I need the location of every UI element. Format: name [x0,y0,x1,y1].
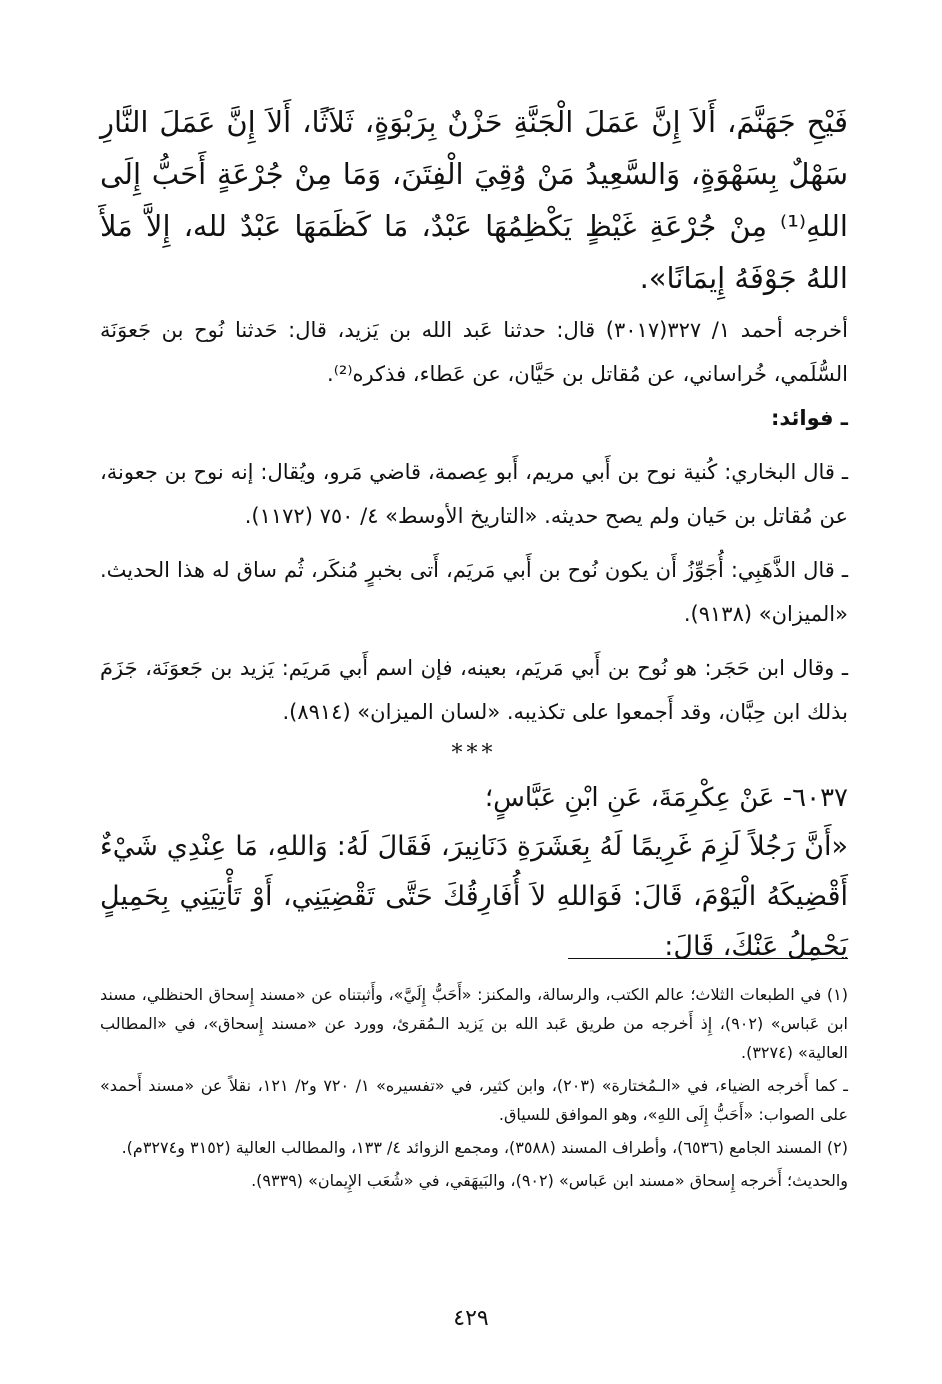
fawaid-heading: ـ فوائد: [770,406,848,430]
separator-stars: *** [451,741,497,766]
footnotes [100,980,848,1199]
note-bukhari: ـ قال البخاري: كُنية نوح بن أَبي مريم، أَبو عِصمة، قاضي مَرو، ويُقال: إنه نوح بن جعونة، عن مُقاتل بن حَيان ولم يصح حديثه. «التاريخ الأوسط» ٤/ ٧٥٠ (١١٧٢). [100,460,848,528]
page-number: ٤٢٩ [453,1306,489,1331]
page-body [100,96,848,972]
footnote-2: (٢) المسند الجامع (٦٥٣٦)، وأطراف المسند (٣٥٨٨)، ومجمع الزوائد ٤/ ١٣٣، والمطالب العالية (٣١٥٢ و٣٢٧٤م). [121,1138,848,1157]
takhrij-paragraph: أخرجه أحمد ١/ ٣٢٧(٣٠١٧) قال: حدثنا عَبد الله بن يَزيد، قال: حَدثنا نُوح بن جَعوَنَة السُّلَمي، خُراساني، عن مُقاتل بن حَيَّان، عن عَطاء، فذكره⁽²⁾. [100,318,848,386]
note-ibn-hajar: ـ وقال ابن حَجَر: هو نُوح بن أَبي مَريَم، بعينه، فإن اسم أَبي مَريَم: يَزيد بن جَعوَنَة، جَزَمَ بذلك ابن حِبَّان، وقد أَجمعوا على تكذيبه. «لسان الميزان» (٨٩١٤). [100,656,848,724]
hadith-heading: ٦٠٣٧- عَنْ عِكْرِمَةَ، عَنِ ابْنِ عَبَّاسٍ؛ [484,783,848,813]
footnote-1-continuation: ـ كما أَخرجه الضياء، في «الـمُختارة» (٢٠٣)، وابن كثير، في «تفسيره» ١/ ٧٢٠ و٢/ ١٢١، نقلاً عن «مسند أَحمد» على الصواب: «أَحَبُّ إِلَى اللهِ»، وهو الموافق للسياق. [100,1076,848,1124]
footnote-2-continuation: والحديث؛ أَخرجه إِسحاق «مسند ابن عَباس» (٩٠٢)، والبَيهَقي، في «شُعَب الإِيمان» (٩٣٣٩). [251,1171,848,1190]
footnote-divider [568,958,848,959]
hadith-text: «أَنَّ رَجُلاً لَزِمَ غَرِيمًا لَهُ بِعَشَرَةِ دَنَانِيرَ، فَقَالَ لَهُ: وَاللهِ، مَا عِنْدِي شَيْءٌ أَقْضِيكَهُ الْيَوْمَ، قَالَ: فَوَاللهِ لاَ أُفَارِقُكَ حَتَّى تَقْضِيَنِي، أَوْ تَأْتِيَنِي بِحَمِيلٍ يَحْمِلُ عَنْكَ، قَالَ: [100,831,848,962]
hadith-continuation: فَيْحِ جَهَنَّمَ، أَلاَ إِنَّ عَمَلَ الْجَنَّةِ حَزْنٌ بِرَبْوَةٍ، ثَلاَثًا، أَلاَ إِنَّ عَمَلَ النَّارِ سَهْلٌ بِسَهْوَةٍ، وَالسَّعِيدُ مَنْ وُقِيَ الْفِتَنَ، وَمَا مِنْ جُرْعَةٍ أَحَبُّ إِلَى اللهِ⁽¹⁾ مِنْ جُرْعَةِ غَيْظٍ يَكْظِمُهَا عَبْدٌ، مَا كَظَمَهَا عَبْدٌ لله، إِلاَّ مَلأَ اللهُ جَوْفَهُ إِيمَانًا». [100,105,848,295]
note-dhahabi: ـ قال الذَّهَبِي: أُجَوِّزُ أَن يكون نُوح بن أَبي مَريَم، أَتى بخبرٍ مُنكَر، ثُم ساق له هذا الحديث. «الميزان» (٩١٣٨). [100,558,848,626]
footnote-1: (١) في الطبعات الثلاث؛ عالم الكتب، والرسالة، والمكنز: «أَحَبُّ إِلَيَّ»، وأَثبتناه عن «مسند إِسحاق الحنظلي، مسند ابن عَباس» (٩٠٢)، إِذ أَخرجه من طريق عَبد الله بن يَزيد الـمُقرئ، وورد عن «مسند إِسحاق»، في «المطالب العالية» (٣٢٧٤). [100,985,849,1062]
